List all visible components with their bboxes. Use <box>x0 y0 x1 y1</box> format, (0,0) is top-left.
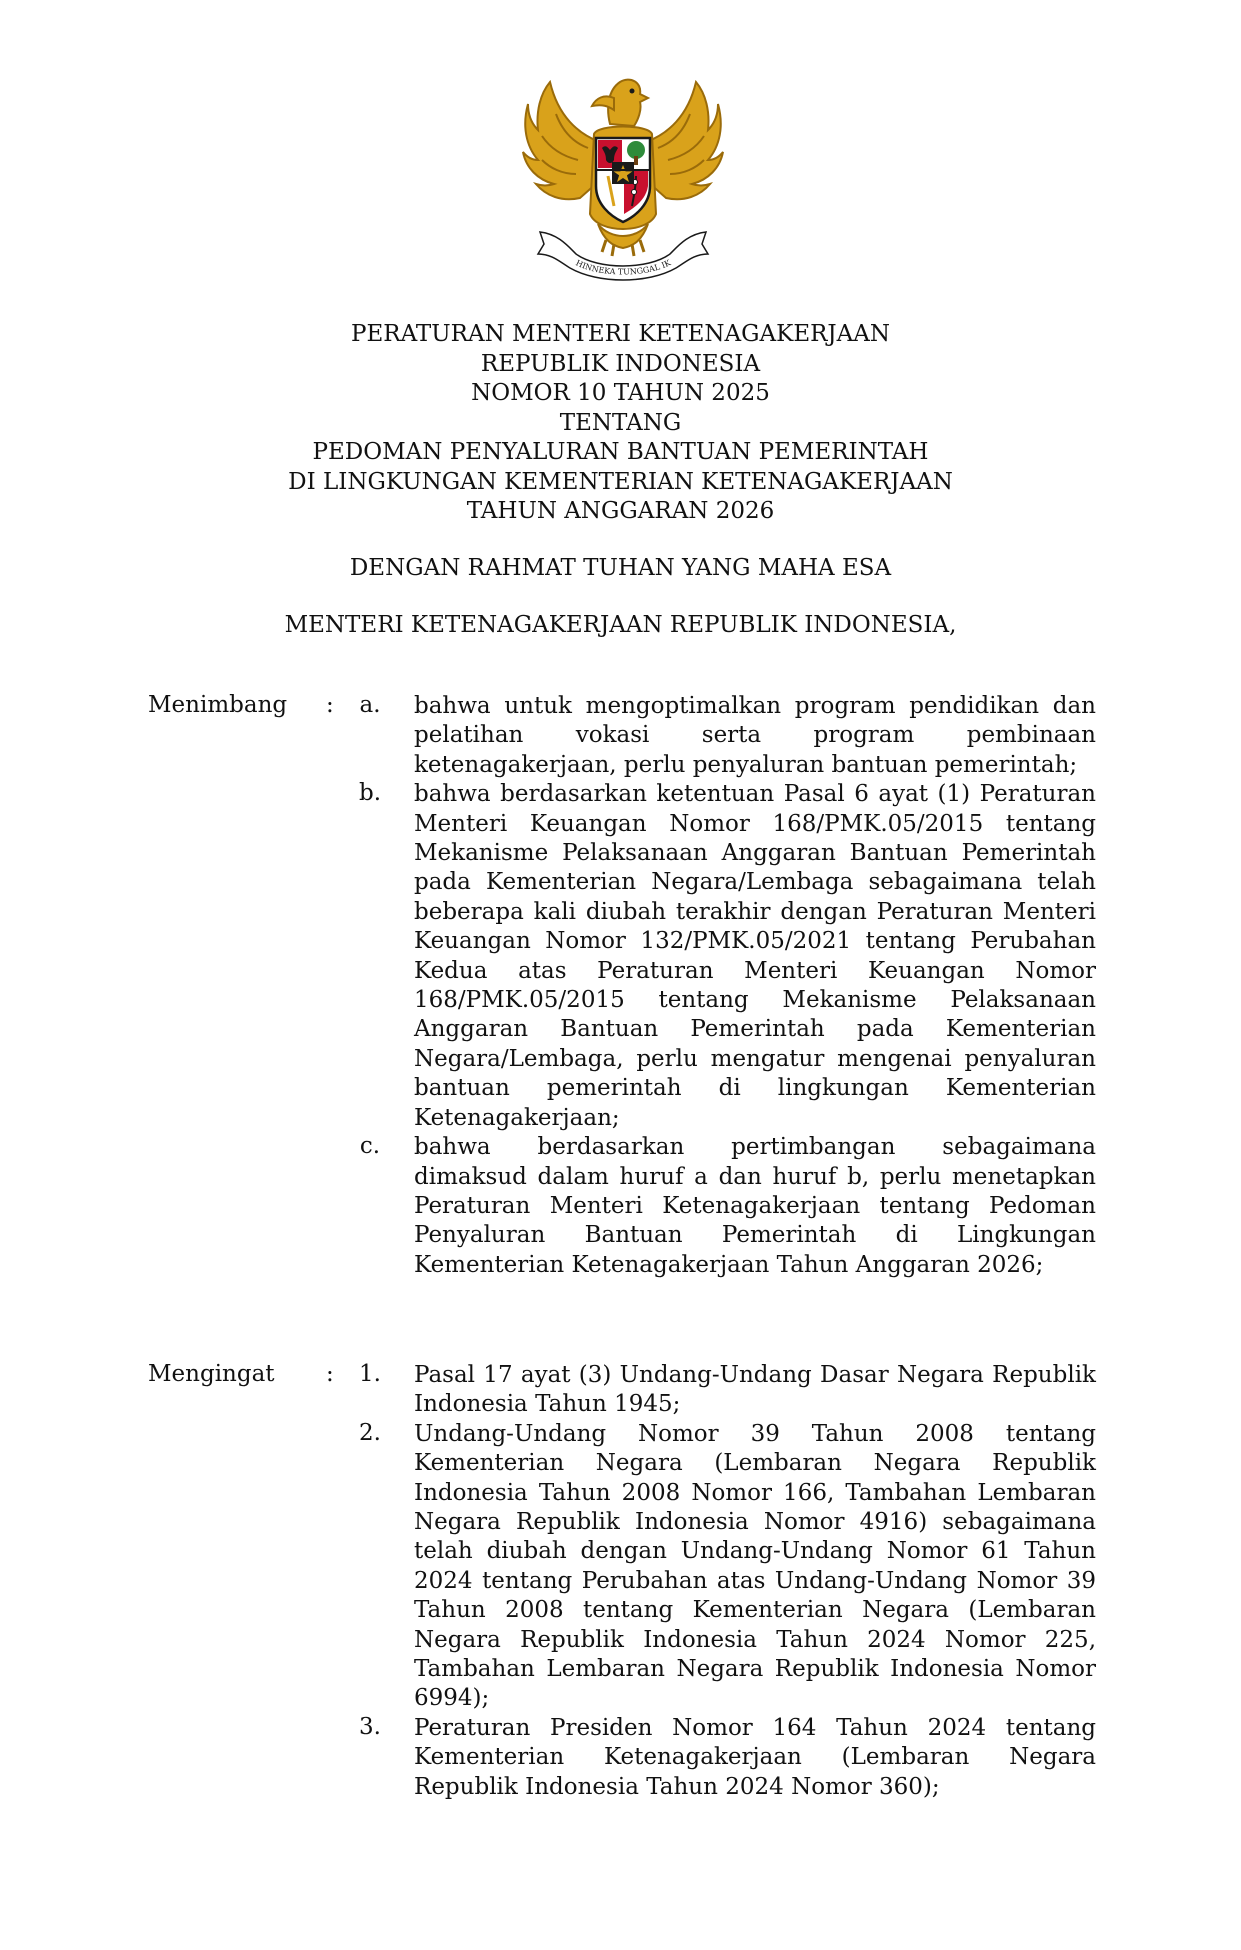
item-marker: 3. <box>359 1713 381 1740</box>
item-text: bahwa berdasarkan pertimbangan sebagaimana dimaksud dalam huruf a dan huruf b, perlu menetapkan Peraturan Menteri Ketenagakerjaan tentang Pedoman Penyaluran Bantuan Pemerintah di Lingkungan Kementerian Ketenagakerjaan Tahun Anggaran 2026; <box>414 1134 1096 1278</box>
title-line: PEDOMAN PENYALURAN BANTUAN PEMERINTAH <box>312 439 929 465</box>
garuda-emblem <box>518 64 728 284</box>
motto-textpath: HINNEKA TUNGGAL IK <box>574 258 672 277</box>
list-item <box>148 1361 1096 1420</box>
item-text: Peraturan Presiden Nomor 164 Tahun 2024 tentang Kementerian Ketenagakerjaan (Lembaran Negara Republik Indonesia Tahun 2024 Nomor 360); <box>414 1714 1096 1800</box>
title-line: PERATURAN MENTERI KETENAGAKERJAAN <box>350 321 890 347</box>
section-label: Mengingat <box>148 1361 275 1387</box>
mengingat-list <box>148 1361 1096 1802</box>
section-label: Menimbang <box>148 692 288 718</box>
title-line: TAHUN ANGGARAN 2026 <box>466 498 775 524</box>
item-text: Pasal 17 ayat (3) Undang-Undang Dasar Negara Republik Indonesia Tahun 1945; <box>414 1362 1096 1418</box>
item-marker: a. <box>359 692 381 718</box>
item-marker: 1. <box>359 1361 381 1387</box>
item-marker: 2. <box>359 1419 381 1446</box>
item-text: Undang-Undang Nomor 39 Tahun 2008 tentang Kementerian Negara (Lembaran Negara Republik Indonesia Tahun 2008 Nomor 166, Tambahan Lembaran Negara Republik Indonesia Nomor 4916) sebagaimana telah diubah dengan Undang-Undang Nomor 61 Tahun 2024 tentang Perubahan atas Undang-Undang Nomor 39 Tahun 2008 tentang Kementerian Negara (Lembaran Negara Republik Indonesia Tahun 2024 Nomor 225, Tambahan Lembaran Negara Republik Indonesia Nomor 6994); <box>414 1420 1096 1712</box>
list-item <box>148 1420 1096 1714</box>
list-item <box>148 780 1096 1133</box>
list-item <box>148 692 1096 780</box>
item-marker: c. <box>359 1133 381 1160</box>
title-line: TENTANG <box>559 409 682 436</box>
item-marker: b. <box>358 780 382 807</box>
regulation-title <box>0 320 1241 527</box>
item-text: bahwa berdasarkan ketentuan Pasal 6 ayat (1) Peraturan Menteri Keuangan Nomor 168/PMK.05/2015 tentang Mekanisme Pelaksanaan Anggaran Bantuan Pemerintah pada Kementerian Negara/Lembaga sebagaimana telah beberapa kali diubah terakhir dengan Peraturan Menteri Keuangan Nomor 132/PMK.05/2021 tentang Perubahan Kedua atas Peraturan Menteri Keuangan Nomor 168/PMK.05/2015 tentang Mekanisme Pelaksanaan Anggaran Bantuan Pemerintah pada Kementerian Negara/Lembaga, perlu mengatur mengenai penyaluran bantuan pemerintah di lingkungan Kementerian Ketenagakerjaan; <box>414 781 1096 1131</box>
minister-line: MENTERI KETENAGAKERJAAN REPUBLIK INDONESIA, <box>284 612 957 638</box>
list-item <box>148 1714 1096 1802</box>
title-line: REPUBLIK INDONESIA <box>480 350 761 377</box>
blessing-line: DENGAN RAHMAT TUHAN YANG MAHA ESA <box>349 555 892 581</box>
section-colon: : <box>326 692 334 718</box>
title-line: NOMOR 10 TAHUN 2025 <box>471 380 770 406</box>
menimbang-list <box>148 692 1096 1280</box>
title-line: DI LINGKUNGAN KEMENTERIAN KETENAGAKERJAAN <box>288 468 953 495</box>
list-item <box>148 1133 1096 1280</box>
section-colon: : <box>326 1361 334 1387</box>
garuda-emblem-icon <box>518 64 728 284</box>
item-text: bahwa untuk mengoptimalkan program pendidikan dan pelatihan vokasi serta program pembinaan ketenagakerjaan, perlu penyaluran bantuan pemerintah; <box>414 693 1096 778</box>
